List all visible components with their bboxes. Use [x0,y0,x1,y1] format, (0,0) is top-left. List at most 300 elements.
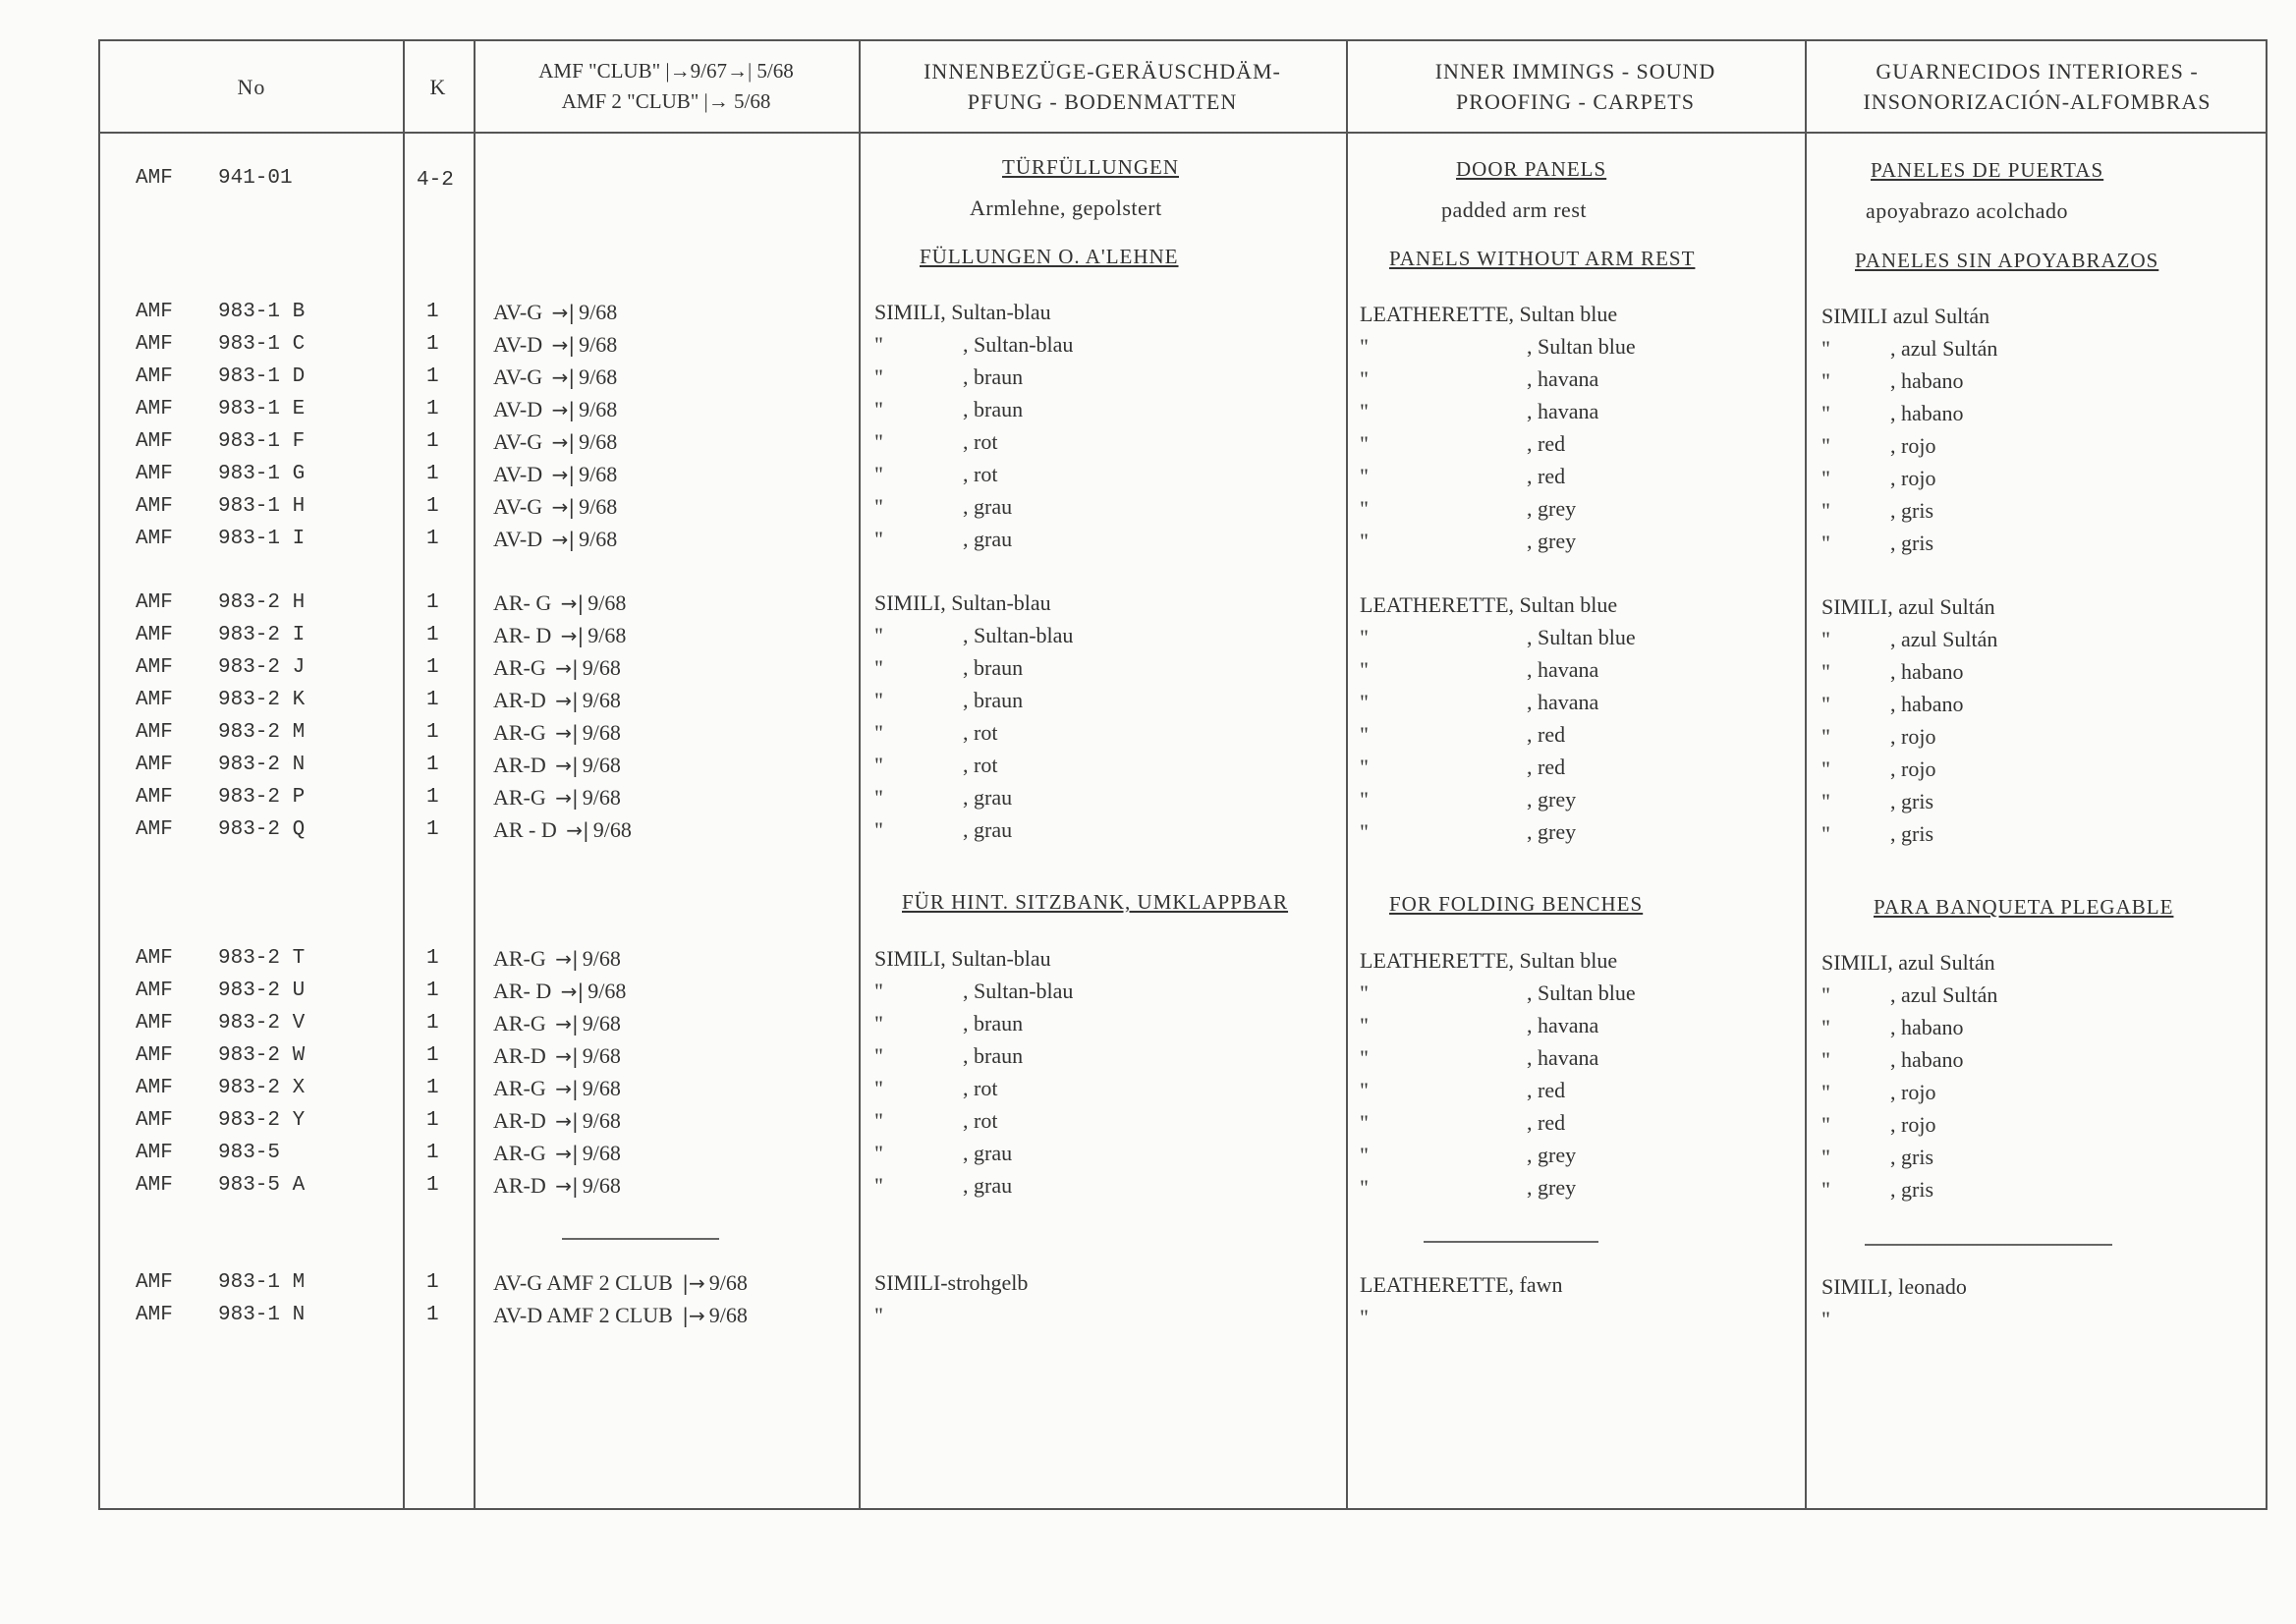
model-applicability [493,495,617,519]
valid-date: 9/68 [579,462,618,486]
until-date-arrow-icon: →| [555,656,579,680]
section-title-es-noarm: PANELES SIN APOYABRAZOS [1855,249,2159,272]
part-number: 983-1 F [218,430,306,453]
position-code: AR-G [493,720,546,745]
ditto-mark: " [1821,1047,1830,1072]
section-subtitle-en-door: padded arm rest [1441,197,1587,222]
description-es: , rojo [1890,1112,1936,1137]
description-en: , havana [1527,1013,1599,1037]
row-prefix: AMF [136,463,173,485]
ditto-mark: " [874,494,883,519]
quantity-k: 1 [426,656,439,679]
description-de: , rot [963,753,998,777]
separator-line [562,1238,719,1240]
part-number: 983-1 D [218,365,306,388]
description-de: , rot [963,720,998,745]
quantity-k: 1 [426,1012,439,1035]
valid-date: 9/68 [708,1303,748,1327]
ditto-mark: " [1360,496,1369,521]
description-en: LEATHERETTE, Sultan blue [1360,948,1618,973]
ditto-mark: " [874,979,883,1003]
description-de: , Sultan-blau [963,623,1074,647]
model-applicability [493,1304,748,1327]
description-en: , red [1527,1110,1566,1135]
ditto-mark: " [1360,1305,1369,1329]
until-date-arrow-icon: →| [555,786,579,810]
row-prefix: AMF [136,591,173,614]
part-number: 983-2 W [218,1044,306,1067]
description-es: SIMILI, leonado [1821,1274,1967,1299]
until-date-arrow-icon: →| [551,333,576,357]
part-number: 983-1 G [218,463,306,485]
description-de: , braun [963,364,1024,389]
separator-line [1865,1244,2112,1246]
description-es: , habano [1890,1047,1964,1072]
model-applicability [493,398,617,421]
part-number: 983-2 V [218,1012,306,1035]
until-date-arrow-icon: →| [560,624,585,647]
description-en: , red [1527,464,1566,488]
ditto-mark: " [874,429,883,454]
section-title-es-door: PANELES DE PUERTAS [1871,158,2104,182]
model-applicability [493,1012,621,1036]
quantity-k: 1 [426,1271,439,1294]
description-de: , Sultan-blau [963,979,1074,1003]
quantity-k: 1 [426,463,439,485]
row-prefix: AMF [136,528,173,550]
ditto-mark: " [1821,756,1830,781]
until-date-arrow-icon: →| [555,1044,579,1068]
quantity-k: 1 [426,430,439,453]
description-en: , Sultan blue [1527,625,1636,649]
ditto-mark: " [1360,366,1369,391]
valid-date: 9/68 [582,1173,621,1198]
description-es: , habano [1890,368,1964,393]
part-number: 983-5 [218,1142,281,1164]
position-code: AR- D [493,979,552,1003]
quantity-k: 1 [426,1142,439,1164]
model-applicability [493,1271,748,1295]
valid-date: 9/68 [582,1011,621,1036]
row-prefix: AMF [136,301,173,323]
position-code: AR-G [493,1011,546,1036]
model-applicability [493,463,617,486]
row-prefix: AMF [136,333,173,356]
until-date-arrow-icon: →| [551,495,576,519]
section-title-en-bench: FOR FOLDING BENCHES [1389,892,1644,916]
description-es: , gris [1890,1177,1933,1202]
column-divider [1805,41,1807,1508]
description-en: , grey [1527,1143,1577,1167]
quantity-k: 1 [426,1044,439,1067]
until-date-arrow-icon: →| [551,398,576,421]
row-941-k: 4-2 [417,169,454,192]
valid-date: 9/68 [582,1043,621,1068]
until-date-arrow-icon: →| [555,721,579,745]
ditto-mark: " [1360,1013,1369,1037]
part-number: 983-1 M [218,1271,306,1294]
part-number: 983-1 B [218,301,306,323]
part-number: 983-2 Q [218,818,306,841]
description-es: , gris [1890,1145,1933,1169]
description-es: , gris [1890,821,1933,846]
column-divider [859,41,861,1508]
row-prefix: AMF [136,1109,173,1132]
ditto-mark: " [874,817,883,842]
ditto-mark: " [1360,1175,1369,1200]
description-es: SIMILI azul Sultán [1821,304,1990,328]
ditto-mark: " [1360,1110,1369,1135]
part-number: 983-1 I [218,528,306,550]
row-prefix: AMF [136,786,173,809]
description-en: , havana [1527,1045,1599,1070]
quantity-k: 1 [426,333,439,356]
description-es: , rojo [1890,433,1936,458]
part-number: 983-5 A [218,1174,306,1197]
valid-date: 9/68 [582,1108,621,1133]
ditto-mark: " [874,1108,883,1133]
valid-date: 9/68 [582,946,621,971]
header-model: AMF "CLUB" |→9/67→| 5/68 AMF 2 "CLUB" |→ 5/68 [538,59,794,113]
row-prefix: AMF [136,1044,173,1067]
quantity-k: 1 [426,721,439,744]
description-en: , Sultan blue [1527,980,1636,1005]
until-date-arrow-icon: →| [555,689,579,712]
description-en: , red [1527,431,1566,456]
position-code: AR-G [493,785,546,810]
ditto-mark: " [874,364,883,389]
row-941-number: 941-01 [218,167,293,190]
valid-date: 9/68 [588,979,627,1003]
ditto-mark: " [1360,690,1369,714]
ditto-mark: " [1360,1143,1369,1167]
ditto-mark: " [1360,755,1369,779]
quantity-k: 1 [426,786,439,809]
ditto-mark: " [874,1043,883,1068]
until-date-arrow-icon: →| [555,1142,579,1165]
until-date-arrow-icon: →| [555,1174,579,1198]
row-prefix: AMF [136,495,173,518]
position-code: AV-G [493,300,543,324]
ditto-mark: " [1821,498,1830,523]
header-no: No [237,74,266,99]
ditto-mark: " [1821,1015,1830,1039]
until-date-arrow-icon: →| [560,980,585,1003]
ditto-mark: " [1821,433,1830,458]
ditto-mark: " [1360,980,1369,1005]
section-subtitle-de-door: Armlehne, gepolstert [970,196,1162,220]
valid-date: 9/68 [582,785,621,810]
ditto-mark: " [1360,819,1369,844]
quantity-k: 1 [426,947,439,970]
section-title-de-door: TÜRFÜLLUNGEN [1002,155,1179,179]
description-en: , grey [1527,496,1577,521]
description-de: , braun [963,688,1024,712]
quantity-k: 1 [426,495,439,518]
description-de: , braun [963,1043,1024,1068]
part-number: 983-2 P [218,786,306,809]
quantity-k: 1 [426,1109,439,1132]
quantity-k: 1 [426,624,439,646]
model-applicability [493,301,617,324]
until-date-arrow-icon: →| [555,947,579,971]
position-code: AV-G [493,429,543,454]
row-prefix: AMF [136,1142,173,1164]
ditto-mark: " [1821,821,1830,846]
ditto-mark: " [1821,1080,1830,1104]
description-en: LEATHERETTE, fawn [1360,1272,1563,1297]
ditto-mark: " [1360,625,1369,649]
description-de: , rot [963,462,998,486]
section-title-en-noarm: PANELS WITHOUT ARM REST [1389,247,1696,270]
until-date-arrow-icon: →| [555,1077,579,1100]
model-applicability [493,1142,621,1165]
description-de: SIMILI, Sultan-blau [874,590,1051,615]
valid-date: 9/68 [588,623,627,647]
until-date-arrow-icon: →| [551,430,576,454]
part-number: 983-2 H [218,591,306,614]
position-code: AR - D [493,817,557,842]
row-prefix: AMF [136,721,173,744]
model-applicability [493,1174,621,1198]
description-en: , grey [1527,1175,1577,1200]
description-de: , rot [963,1108,998,1133]
model-applicability [493,365,617,389]
quantity-k: 1 [426,1174,439,1197]
description-en: , red [1527,1078,1566,1102]
description-es: SIMILI, azul Sultán [1821,950,1995,975]
model-applicability [493,754,621,777]
ditto-mark: " [874,1076,883,1100]
model-applicability [493,1077,621,1100]
until-date-arrow-icon: →| [551,301,576,324]
description-en: , Sultan blue [1527,334,1636,359]
row-941-prefix: AMF [136,167,173,190]
ditto-mark: " [1821,1177,1830,1202]
model-applicability [493,1044,621,1068]
description-en: , havana [1527,366,1599,391]
ditto-mark: " [1821,627,1830,651]
part-number: 983-1 N [218,1304,306,1326]
ditto-mark: " [874,688,883,712]
column-divider [403,41,405,1508]
description-es: , rojo [1890,724,1936,749]
row-prefix: AMF [136,1077,173,1099]
model-applicability [493,947,621,971]
valid-date: 9/68 [579,397,618,421]
model-applicability [493,980,626,1003]
description-de: , braun [963,1011,1024,1036]
description-en: , grey [1527,787,1577,812]
position-code: AV-G AMF 2 CLUB [493,1270,673,1295]
row-prefix: AMF [136,947,173,970]
position-code: AR-D [493,753,546,777]
ditto-mark: " [1821,659,1830,684]
row-prefix: AMF [136,656,173,679]
section-title-de-bench: FÜR HINT. SITZBANK, UMKLAPPBAR [902,890,1289,914]
model-applicability [493,689,621,712]
ditto-mark: " [1821,692,1830,716]
quantity-k: 1 [426,689,439,711]
section-subtitle-es-door: apoyabrazo acolchado [1866,198,2069,223]
description-de: , grau [963,817,1013,842]
valid-date: 9/68 [592,817,632,842]
quantity-k: 1 [426,398,439,420]
description-en: , grey [1527,529,1577,553]
part-number: 983-2 T [218,947,306,970]
row-prefix: AMF [136,365,173,388]
part-number: 983-2 J [218,656,306,679]
part-number: 983-2 U [218,980,306,1002]
description-de: , braun [963,655,1024,680]
model-applicability [493,656,621,680]
description-en: LEATHERETTE, Sultan blue [1360,302,1618,326]
ditto-mark: " [1360,722,1369,747]
ditto-mark: " [1821,1307,1830,1331]
quantity-k: 1 [426,754,439,776]
valid-date: 9/68 [579,429,618,454]
position-code: AR-D [493,1043,546,1068]
until-date-arrow-icon: →| [551,463,576,486]
position-code: AV-D [493,332,543,357]
from-date-arrow-icon: |→ [682,1271,705,1295]
description-es: , habano [1890,692,1964,716]
description-es: , rojo [1890,1080,1936,1104]
row-prefix: AMF [136,624,173,646]
ditto-mark: " [874,462,883,486]
model-applicability [493,1109,621,1133]
ditto-mark: " [874,527,883,551]
model-applicability [493,591,626,615]
ditto-mark: " [874,785,883,810]
valid-date: 9/68 [582,655,621,680]
ditto-mark: " [1360,431,1369,456]
position-code: AR-G [493,655,546,680]
row-prefix: AMF [136,754,173,776]
description-de: SIMILI-strohgelb [874,1270,1029,1295]
ditto-mark: " [1360,334,1369,359]
model-applicability [493,528,617,551]
ditto-mark: " [1360,464,1369,488]
quantity-k: 1 [426,301,439,323]
ditto-mark: " [874,397,883,421]
row-prefix: AMF [136,689,173,711]
ditto-mark: " [1360,657,1369,682]
description-es: , rojo [1890,466,1936,490]
part-number: 983-2 N [218,754,306,776]
row-prefix: AMF [136,1271,173,1294]
separator-line [1424,1241,1598,1243]
ditto-mark: " [1821,531,1830,555]
valid-date: 9/68 [582,753,621,777]
valid-date: 9/68 [582,688,621,712]
description-en: , red [1527,755,1566,779]
description-en: , red [1527,722,1566,747]
ditto-mark: " [1360,787,1369,812]
row-prefix: AMF [136,1304,173,1326]
position-code: AR-D [493,1173,546,1198]
description-de: , grau [963,1141,1013,1165]
ditto-mark: " [1821,789,1830,813]
valid-date: 9/68 [579,364,618,389]
until-date-arrow-icon: →| [566,818,589,842]
ditto-mark: " [1360,1045,1369,1070]
ditto-mark: " [1821,401,1830,425]
model-applicability [493,721,621,745]
description-es: , habano [1890,659,1964,684]
description-en: , havana [1527,399,1599,423]
description-de: , Sultan-blau [963,332,1074,357]
until-date-arrow-icon: →| [555,754,579,777]
position-code: AV-D [493,462,543,486]
ditto-mark: " [1821,466,1830,490]
header-english: INNER IMMINGS - SOUND PROOFING - CARPETS [1434,59,1716,114]
description-de: , grau [963,494,1013,519]
column-divider [1346,41,1348,1508]
header-divider [100,132,2266,134]
description-es: , habano [1890,1015,1964,1039]
valid-date: 9/68 [582,720,621,745]
part-number: 983-2 Y [218,1109,306,1132]
description-de: , braun [963,397,1024,421]
part-number: 983-2 I [218,624,306,646]
description-en: , havana [1527,657,1599,682]
model-applicability [493,818,632,842]
ditto-mark: " [874,1173,883,1198]
section-title-de-noarm: FÜLLUNGEN O. A'LEHNE [920,245,1179,268]
position-code: AV-G [493,364,543,389]
section-title-en-door: DOOR PANELS [1456,157,1607,181]
valid-date: 9/68 [579,300,618,324]
ditto-mark: " [1360,529,1369,553]
model-applicability [493,624,626,647]
position-code: AR- D [493,623,552,647]
ditto-mark: " [1821,724,1830,749]
position-code: AR- G [493,590,552,615]
ditto-mark: " [1821,1145,1830,1169]
ditto-mark: " [874,720,883,745]
from-date-arrow-icon: |→ [682,1304,705,1327]
description-es: , habano [1890,401,1964,425]
position-code: AV-D AMF 2 CLUB [493,1303,673,1327]
description-en: , havana [1527,690,1599,714]
model-applicability [493,333,617,357]
header-k: K [429,74,447,99]
until-date-arrow-icon: →| [560,591,585,615]
description-de: SIMILI, Sultan-blau [874,300,1051,324]
row-prefix: AMF [136,980,173,1002]
description-es: , gris [1890,789,1933,813]
part-number: 983-2 M [218,721,306,744]
quantity-k: 1 [426,1304,439,1326]
description-es: , gris [1890,531,1933,555]
row-prefix: AMF [136,818,173,841]
position-code: AV-D [493,397,543,421]
model-applicability [493,430,617,454]
description-es: , azul Sultán [1890,982,1998,1007]
description-de: , grau [963,1173,1013,1198]
position-code: AR-G [493,946,546,971]
description-es: , azul Sultán [1890,627,1998,651]
ditto-mark: " [874,1141,883,1165]
model-applicability [493,786,621,810]
part-number: 983-2 X [218,1077,306,1099]
until-date-arrow-icon: →| [555,1012,579,1036]
description-en: LEATHERETTE, Sultan blue [1360,592,1618,617]
valid-date: 9/68 [708,1270,748,1295]
ditto-mark: " [1821,982,1830,1007]
description-de: , rot [963,429,998,454]
